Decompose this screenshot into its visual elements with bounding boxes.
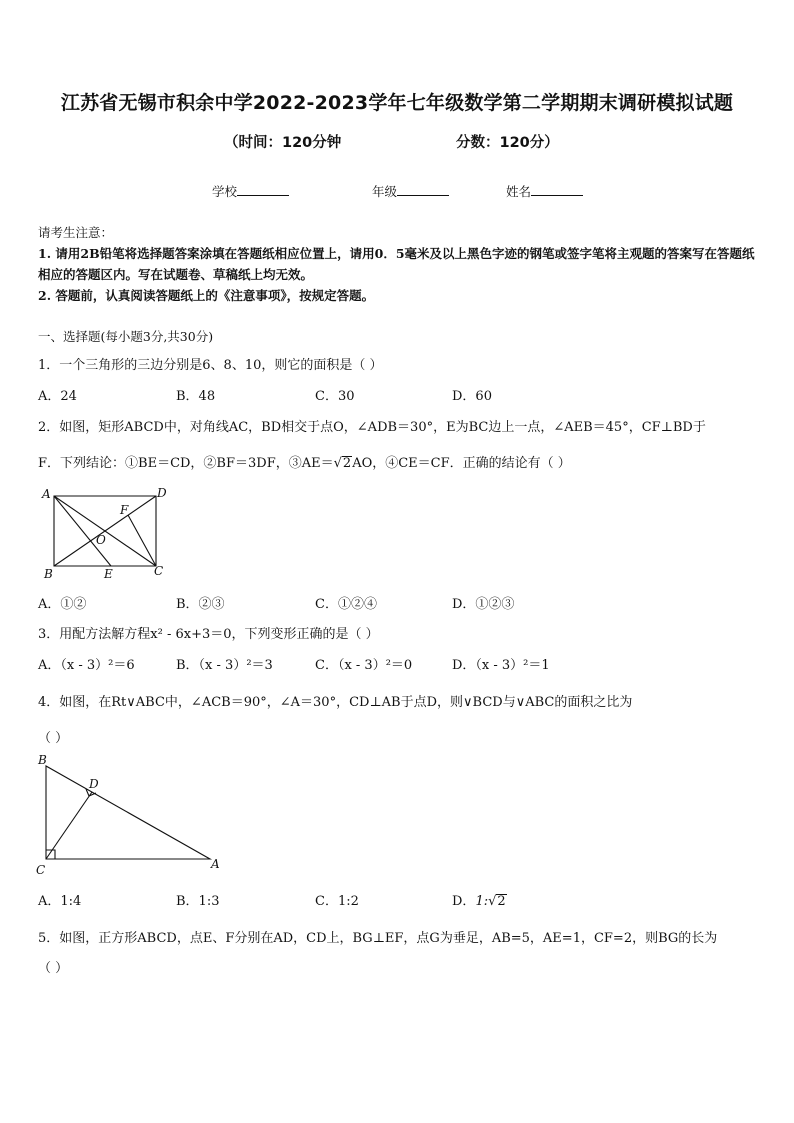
- q1-option-b: B．48: [176, 389, 216, 404]
- notes-heading: 请考生注意：: [38, 225, 114, 240]
- question-4-stem-line1: 4．如图，在Rt∨ABC中，∠ACB＝90°，∠A＝30°，CD⊥AB于点D，则∨BCD与∨ABC的面积之比为: [38, 695, 633, 710]
- q4-option-d: D．1:√2: [452, 894, 506, 909]
- question-4-stem-line2: （ ）: [38, 731, 69, 746]
- q2-option-a: A．①②: [38, 597, 87, 612]
- label-o: O: [96, 533, 106, 547]
- question-5-stem-line2: （ ）: [38, 961, 69, 976]
- q3-option-a: A．（x - 3）²＝6: [38, 658, 135, 673]
- label-c: C: [36, 863, 46, 877]
- q2-option-d: D．①②③: [452, 597, 515, 612]
- q3-option-c: C．（x - 3）²＝0: [315, 658, 413, 673]
- q2-sqrt-value: 2: [342, 456, 352, 471]
- section-heading: 一、选择题(每小题3分,共30分): [38, 329, 214, 344]
- grade-blank: [397, 183, 449, 196]
- school-label: 学校: [212, 184, 238, 199]
- label-b: B: [38, 753, 47, 767]
- q4-option-b: B．1:3: [176, 894, 220, 909]
- question-5-stem-line1: 5．如图，正方形ABCD，点E、F分别在AD，CD上，BG⊥EF，点G为垂足，AB=5，AE=1，CF=2，则BG的长为: [38, 931, 718, 946]
- q3-option-d: D．（x - 3）²＝1: [452, 658, 550, 673]
- name-label: 姓名: [506, 184, 532, 199]
- grade-label: 年级: [372, 184, 398, 199]
- exam-score: 分数：120分）: [456, 135, 559, 151]
- segment-cf: [128, 515, 156, 566]
- label-f: F: [120, 503, 129, 517]
- note-item-1: 1. 请用2B铅笔将选择题答案涂填在答题纸相应位置上，请用0．5毫米及以上黑色字迹的钢笔或签字笔将主观题的答案写在答题纸相应的答题区内。写在试题卷、草稿纸上均无效。: [38, 246, 755, 282]
- q2-option-b: B．②③: [176, 597, 225, 612]
- label-b: B: [44, 567, 53, 581]
- q4-option-d-prefix: 1:: [475, 894, 489, 909]
- q4-option-d-letter: D．: [452, 894, 476, 909]
- q2-rectangle-figure: [36, 484, 176, 584]
- altitude-cd: [46, 792, 92, 859]
- label-a: A: [42, 487, 51, 501]
- label-d: D: [157, 486, 167, 500]
- question-1-stem: 1．一个三角形的三边分别是6、8、10，则它的面积是（ ）: [38, 358, 383, 373]
- q1-option-d: D．60: [452, 389, 492, 404]
- exam-time: （时间：120分钟: [224, 135, 342, 151]
- school-field: [212, 182, 289, 200]
- school-blank: [237, 183, 289, 196]
- question-3-stem: 3．用配方法解方程x² - 6x+3＝0，下列变形正确的是（ ）: [38, 627, 379, 642]
- q1-option-c: C．30: [315, 389, 355, 404]
- notes-block: [38, 222, 758, 306]
- label-a: A: [211, 857, 220, 871]
- exam-title: 江苏省无锡市积余中学2022-2023学年七年级数学第二学期期末调研模拟试题: [60, 92, 734, 114]
- label-e: E: [104, 567, 113, 581]
- q4-option-c: C．1:2: [315, 894, 359, 909]
- name-field: [506, 182, 583, 200]
- grade-field: [372, 182, 449, 200]
- note-item-2: 2. 答题前，认真阅读答题纸上的《注意事项》，按规定答题。: [38, 288, 375, 303]
- segment-ae: [54, 496, 111, 566]
- q4-option-a: A．1:4: [38, 894, 82, 909]
- label-c: C: [154, 564, 164, 578]
- q2-stem-part-b: AO，④CE＝CF．正确的结论有（ ）: [352, 456, 571, 471]
- q2-option-c: C．①②④: [315, 597, 377, 612]
- q4-triangle-figure: [34, 750, 234, 880]
- q1-option-a: A．24: [38, 389, 77, 404]
- name-blank: [531, 183, 583, 196]
- question-2-stem-line2: F．下列结论：①BE＝CD，②BF＝3DF，③AE＝√2AO，④CE＝CF．正确的结论有（ ）: [38, 456, 571, 471]
- triangle-abc: [46, 766, 210, 859]
- label-d: D: [89, 777, 99, 791]
- q3-option-b: B．（x - 3）²＝3: [176, 658, 273, 673]
- question-2-stem-line1: 2．如图，矩形ABCD中，对角线AC，BD相交于点O，∠ADB＝30°，E为BC边上一点，∠AEB＝45°，CF⊥BD于: [38, 420, 706, 435]
- q2-stem-part-a: F．下列结论：①BE＝CD，②BF＝3DF，③AE＝: [38, 456, 334, 471]
- q4-option-d-sqrt: 2: [497, 894, 506, 909]
